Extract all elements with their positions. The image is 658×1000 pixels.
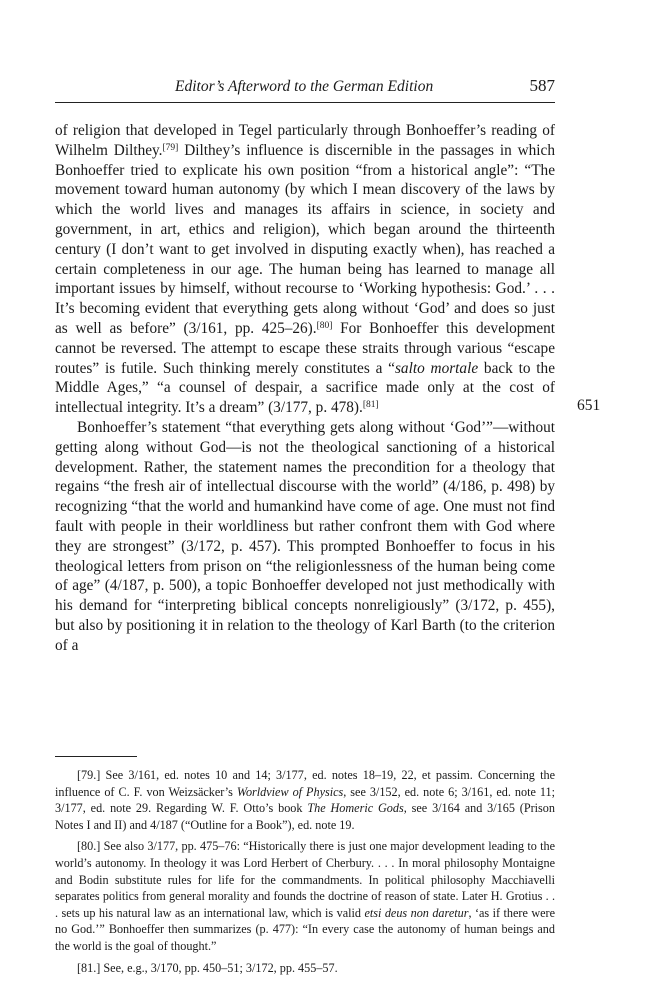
footnote-80 xyxy=(55,838,555,954)
text-run: [80.] See also 3/177, pp. 475–76: “Historically there is just one major development leading to the world’s autonomy. In theology it was Lord Herbert of Cherbury. . . . In moral philosophy Montaigne and Bodin substitute rules for life for the commandments. In political philosophy Macchiavelli separates politics from general morality and founds the doctrine of reason of state. Later H. Grotius . . . sets up his natural law as an international law, which is valid xyxy=(55,839,555,920)
footnotes xyxy=(55,767,555,981)
page-number: 587 xyxy=(529,76,555,95)
text-run: , see 3/152, ed. note 6; 3/161, ed. note 11; 3/177, ed. note 29. Regarding W. F. Otto’s book xyxy=(55,784,555,816)
marginal-page-number: 651 xyxy=(577,397,601,414)
running-title: Editor’s Afterword to the German Edition xyxy=(175,78,434,95)
footnote-divider xyxy=(55,756,137,757)
text-run: [79.] See 3/161, ed. notes 10 and 14; 3/177, ed. notes 18–19, 22, et passim. Concerning the influence of C. F. von Weizsäcker’s xyxy=(55,768,555,799)
italic-text: etsi deus non daretur xyxy=(364,905,469,920)
text-run: , ‘as if there were no God.’” Bonhoeffer then summarizes (p. 477): “In every case the autonomy of human beings and the world is the goal of thought.” xyxy=(55,905,555,953)
italic-text: The Homeric Gods xyxy=(307,801,404,816)
note-reference: [81] xyxy=(362,400,379,411)
text-run: of religion that developed in Tegel particularly through Bonhoeffer’s reading of Wilhelm Dilthey. xyxy=(55,122,555,159)
text-run: Dilthey’s influence is discernible in the passages in which Bonhoeffer tried to explicate his own position “from a historical angle”: “The movement toward human autonomy (by which I mean discovery of the laws by which the world lives and manages its affairs in science, in society and government, in art, ethics and religion), which began around the thirteenth century (I don’t want to get involved in disputing exactly when), has reached a certain completeness in our age. The human being has learned to manage all important issues by himself, without recourse to ‘Working hypothesis: God.’ . . . It’s becoming evident that everything gets along without ‘God’ and does so just as well as before” (3/161, pp. 425–26). xyxy=(55,141,555,337)
note-reference: [80] xyxy=(316,320,333,331)
footnote-79 xyxy=(55,767,555,833)
footnote-81 xyxy=(55,960,555,977)
paragraph-1 xyxy=(55,121,555,418)
text-run: For Bonhoeffer this development cannot be reversed. The attempt to escape these straits through various “escape routes” is futile. Such thinking merely constitutes a “ xyxy=(55,319,556,377)
note-reference: [79] xyxy=(162,142,179,153)
paragraph-2 xyxy=(55,418,555,656)
italic-text: Worldview of Physics xyxy=(236,784,344,799)
main-text xyxy=(55,121,555,656)
text-run: back to the Middle Ages,” “a counsel of despair, a sacrifice made only at the cost of intellectual integrity. It’s a dream” (3/177, p. 478). xyxy=(55,359,555,417)
running-header xyxy=(55,74,555,103)
text-run: , see 3/164 and 3/165 (Prison Notes I and II) and 4/187 (“Outline for a Book”), ed. note 19. xyxy=(55,801,555,832)
text-run: Bonhoeffer’s statement “that everything gets along without ‘God’”—without getting along without God—is not the theological sanctioning of a historical development. Rather, the statement names the precondition for a theology that regains “the fresh air of intellectual discourse with the world” (4/186, p. 498) by recognizing “that the world and humankind have come of age. One must not find fault with people in their worldliness but rather confront them with God where they are strongest” (3/172, p. 457). This prompted Bonhoeffer to focus in his theological letters from prison on “the religionlessness of the human being come of age” (4/187, p. 500), a topic Bonhoeffer developed not just methodically with his demand for “interpreting biblical concepts nonreligiously” (3/172, p. 455), but also by positioning it in relation to the theology of Karl Barth (to the criterion of a xyxy=(55,418,555,654)
text-run: [81.] See, e.g., 3/170, pp. 450–51; 3/172, pp. 455–57. xyxy=(77,960,338,975)
italic-text: salto mortale xyxy=(394,359,479,377)
